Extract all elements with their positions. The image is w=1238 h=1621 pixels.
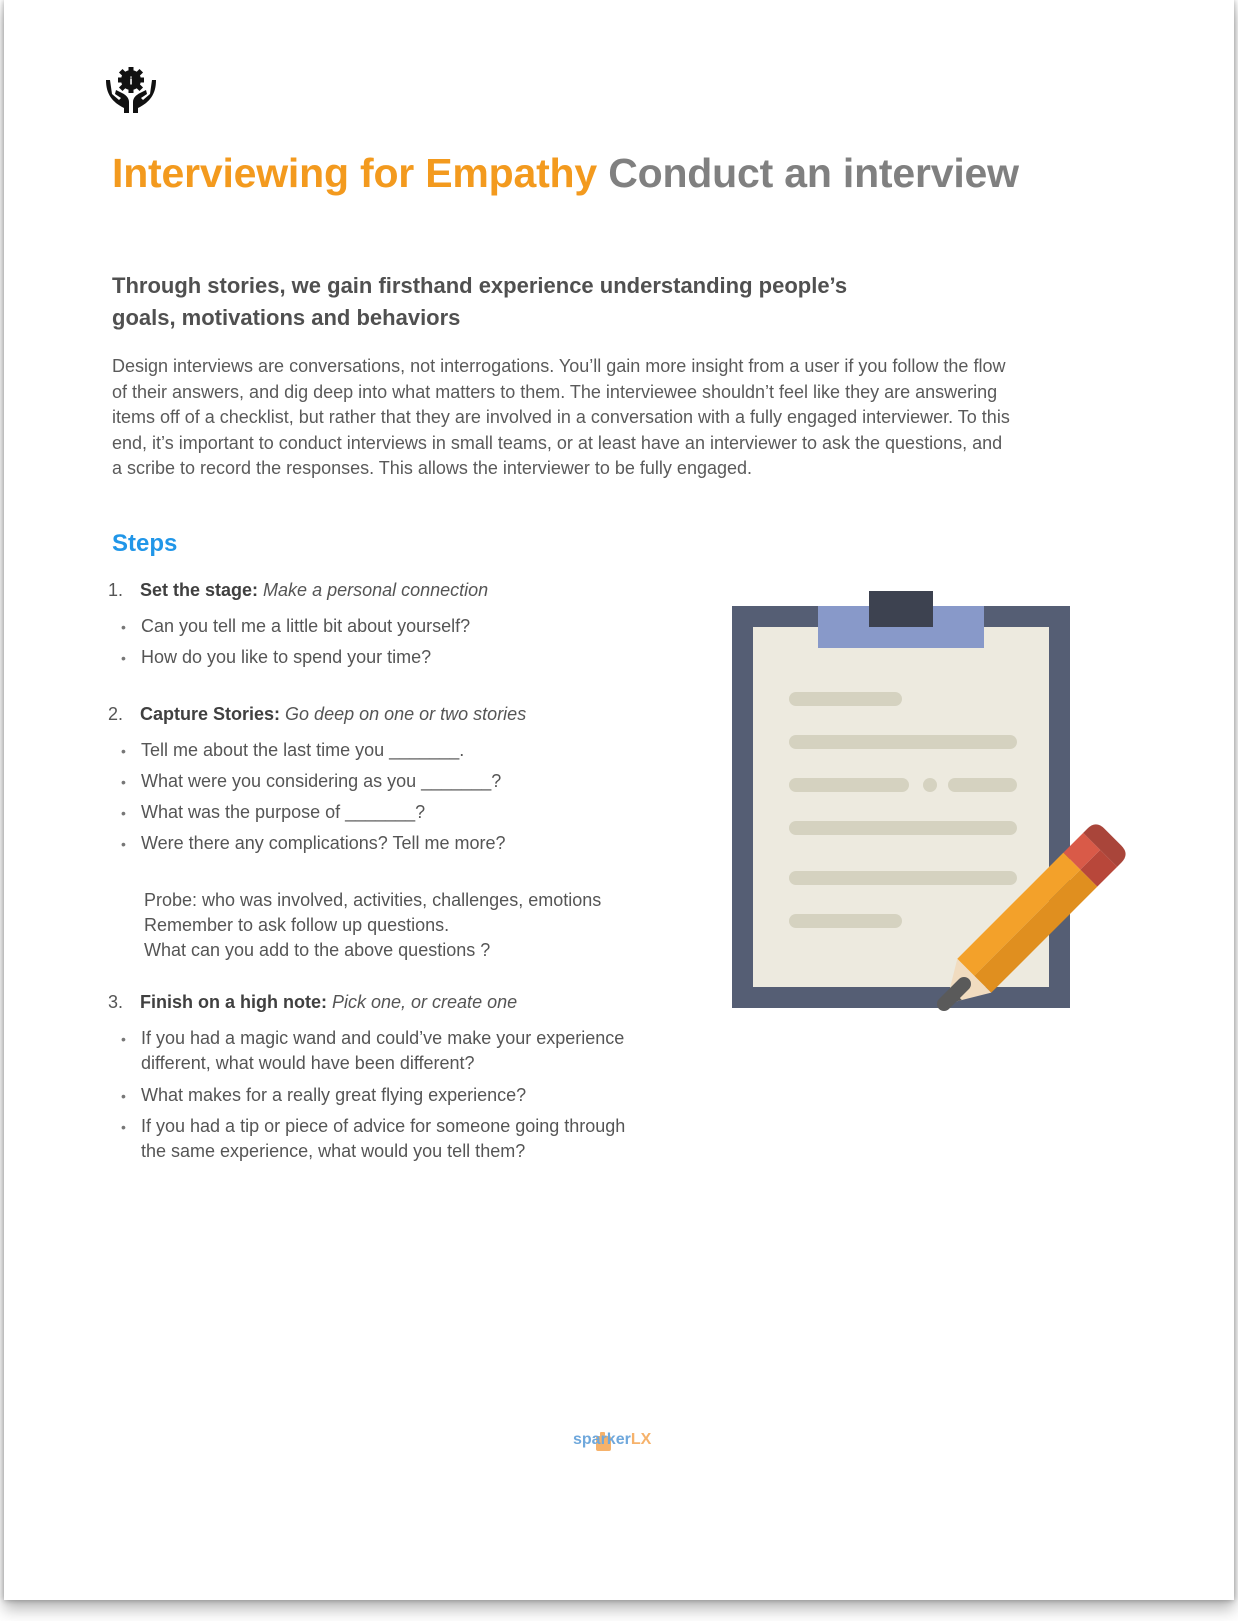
step-number: 2. (108, 704, 124, 724)
clipboard-pencil-icon (732, 586, 1132, 1026)
list-item: Were there any complications? Tell me more? (141, 833, 506, 853)
intro-line: Design interviews are conversations, not interrogations. You’ll gain more insight from a user if you follow the flow (112, 356, 1006, 376)
bullet-dot: • (121, 1119, 126, 1135)
step-2-heading (108, 702, 526, 727)
list-item-continued: different, what would have been different? (141, 1053, 475, 1073)
step-label: Set the stage: (140, 580, 259, 600)
intro-line: a scribe to record the responses. This allows the interviewer to be fully engaged. (112, 458, 753, 478)
svg-text:i: i (129, 75, 133, 88)
document-page (4, 0, 1234, 1600)
step-hint: Pick one, or create one (332, 992, 518, 1012)
bullet-dot: • (121, 1031, 126, 1047)
list-item: How do you like to spend your time? (141, 647, 432, 667)
step-label: Capture Stories: (140, 704, 281, 724)
step-3-heading (108, 990, 517, 1015)
bullet-dot: • (121, 836, 126, 852)
bullet-dot: • (121, 774, 126, 790)
title-highlight: Interviewing for Empathy (112, 150, 597, 196)
list-item: If you had a magic wand and could’ve make your experience (141, 1028, 625, 1048)
hands-gear-icon (104, 66, 158, 116)
probe-note: Remember to ask follow up questions. (144, 915, 450, 935)
intro-line: end, it’s important to conduct interviews in small teams, or at least have an interviewer to ask the questions, and (112, 432, 1003, 453)
step-hint: Make a personal connection (263, 580, 489, 600)
footer-brand (573, 1431, 651, 1449)
probe-note: Probe: who was involved, activities, challenges, emotions (144, 890, 602, 910)
step-hint: Go deep on one or two stories (285, 704, 527, 724)
page-title (112, 150, 1019, 197)
list-item: Tell me about the last time you _______. (141, 740, 465, 760)
step-number: 1. (108, 580, 124, 600)
intro-line: items off of a checklist, but rather that they are involved in a conversation with a fully engaged interviewer. To this (112, 407, 1010, 427)
subtitle-line: Through stories, we gain firsthand experience understanding people’s (112, 273, 848, 298)
list-item: Can you tell me a little bit about yourself? (141, 616, 471, 636)
bullet-dot: • (121, 619, 126, 635)
step-number: 3. (108, 992, 124, 1012)
footer-brand-b: LX (630, 1431, 652, 1448)
title-rest: Conduct an interview (608, 150, 1019, 196)
bullet-dot: • (121, 743, 126, 759)
list-item: If you had a tip or piece of advice for someone going through (141, 1116, 626, 1136)
bullet-dot: • (121, 1088, 126, 1104)
list-item: What was the purpose of _______? (141, 802, 426, 822)
subtitle (112, 270, 912, 334)
probe-note: What can you add to the above questions ? (144, 940, 491, 960)
subtitle-line: goals, motivations and behaviors (112, 305, 461, 330)
steps-heading: Steps (112, 530, 178, 557)
step-label: Finish on a high note: (140, 992, 327, 1012)
bullet-dot: • (121, 805, 126, 821)
step-1-heading (108, 578, 488, 603)
intro-paragraph (112, 354, 1102, 482)
list-item-continued: the same experience, what would you tell them? (141, 1141, 526, 1161)
list-item: What makes for a really great flying experience? (141, 1085, 527, 1105)
footer-brand-a: sparker (573, 1431, 631, 1448)
bullet-dot: • (121, 650, 126, 666)
intro-line: of their answers, and dig deep into what matters to them. The interviewee shouldn’t feel like they are answering (112, 381, 998, 402)
list-item: What were you considering as you _______? (141, 771, 502, 791)
